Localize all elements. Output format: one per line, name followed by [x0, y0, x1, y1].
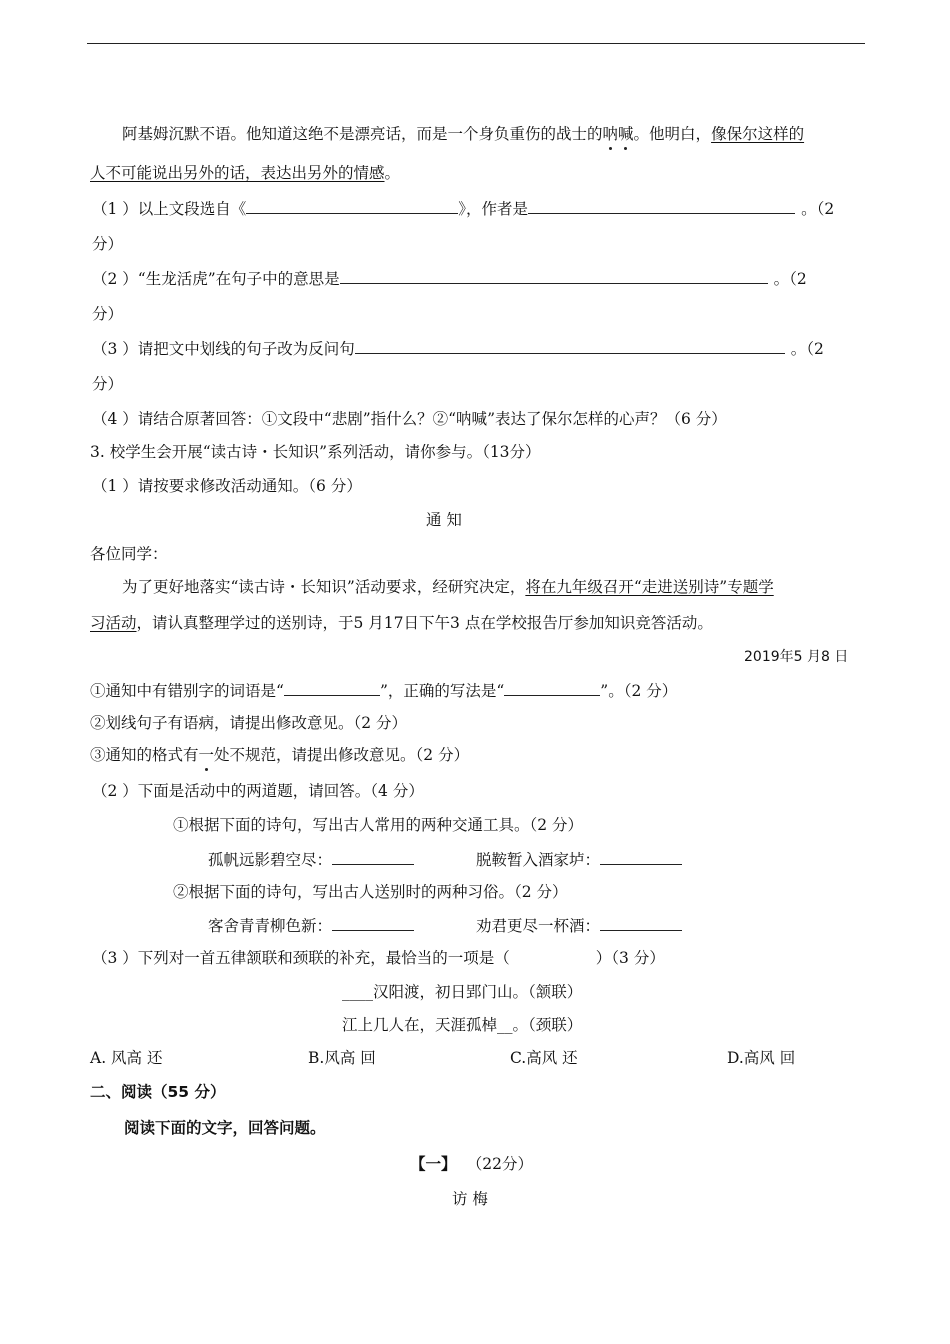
notice-title: 通 知 — [426, 511, 462, 529]
article-title: 访 梅 — [452, 1190, 488, 1208]
header-rule — [87, 43, 865, 44]
notice-greeting: 各位同学： — [90, 545, 168, 563]
poem-line-right: 劝君更尽一杯酒： — [476, 915, 682, 936]
question-3-1-c: ③通知的格式有一处不规范，请提出修改意见。（2 分） — [90, 746, 470, 764]
poem-line-left: 客舍青青柳色新： — [208, 915, 414, 936]
passage-line-1: 阿基姆沉默不语。他知道这绝不是漂亮话，而是一个身负重伤的战士的呐喊。他明白，像保尔这样的 — [122, 125, 805, 143]
underlined-sentence: 将在九年级召开“走进送别诗”专题学 — [525, 578, 774, 596]
part-label: 【一】 （22分） — [410, 1155, 533, 1173]
question-3-1-a: ①通知中有错别字的词语是“ ”，正确的写法是“ ”。（2 分） — [90, 682, 678, 700]
poem-line-right: 脱鞍暂入酒家垆： — [476, 849, 682, 870]
option-c[interactable]: C.高风 还 — [510, 1049, 578, 1067]
option-b[interactable]: B.风高 回 — [308, 1049, 376, 1067]
answer-blank[interactable] — [600, 915, 682, 931]
question-3-2: （2 ）下面是活动中的两道题，请回答。（4 分） — [92, 782, 424, 800]
option-a[interactable]: A. 风高 还 — [90, 1049, 163, 1067]
poem-line-left: 孤帆远影碧空尽： — [208, 849, 414, 870]
underlined-sentence: 人不可能说出另外的话，表达出另外的情感 — [90, 164, 385, 182]
question-3-2-b: ②根据下面的诗句，写出古人送别时的两种习俗。（2 分） — [173, 883, 568, 901]
answer-blank[interactable] — [504, 680, 600, 696]
answer-blank[interactable] — [355, 338, 785, 354]
passage-line-2: 人不可能说出另外的话，表达出另外的情感。 — [90, 164, 401, 182]
answer-blank[interactable] — [246, 198, 458, 214]
poem-couplet-1: ____汉阳渡，初日郢门山。（颔联） — [342, 983, 583, 1001]
emphasis-char: 喊 — [618, 125, 634, 143]
section-instruction: 阅读下面的文字，回答问题。 — [124, 1119, 326, 1137]
question-2-1: （1 ）以上文段选自《 》，作者是 。（2 — [92, 200, 835, 218]
underlined-sentence: 习活动 — [90, 614, 137, 632]
poem-couplet-2: 江上几人在，天涯孤棹__。（颈联） — [342, 1016, 583, 1034]
emphasis-char: 呐 — [602, 125, 619, 143]
emphasis-char: 一 — [198, 746, 215, 764]
question-2-2-score: 分） — [92, 305, 124, 323]
section-heading: 二、阅读（55 分） — [90, 1083, 226, 1101]
answer-blank[interactable] — [528, 198, 795, 214]
notice-body-line-2: 习活动，请认真整理学过的送别诗，于5 月17日下午3 点在学校报告厅参加知识竞答活动。 — [90, 614, 713, 632]
answer-blank[interactable] — [332, 915, 414, 931]
question-3-2-a: ①根据下面的诗句，写出古人常用的两种交通工具。（2 分） — [173, 816, 584, 834]
answer-blank[interactable] — [340, 268, 768, 284]
question-3-1: （1 ）请按要求修改活动通知。（6 分） — [92, 477, 362, 495]
question-3-3: （3 ）下列对一首五律颔联和颈联的补充，最恰当的一项是（ ）（3 分） — [92, 949, 665, 967]
answer-blank[interactable] — [332, 849, 414, 865]
notice-date: 2019年5 月8 日 — [744, 649, 849, 665]
question-3-1-b: ②划线句子有语病，请提出修改意见。（2 分） — [90, 714, 408, 732]
notice-body-line-1: 为了更好地落实“读古诗・长知识”活动要求，经研究决定，将在九年级召开“走进送别诗”专题学 — [122, 578, 774, 596]
answer-blank[interactable] — [284, 680, 380, 696]
question-3-title: 3. 校学生会开展“读古诗・长知识”系列活动，请你参与。（13分） — [90, 443, 541, 461]
question-2-3-score: 分） — [92, 375, 124, 393]
answer-blank[interactable] — [600, 849, 682, 865]
option-d[interactable]: D.高风 回 — [727, 1049, 796, 1067]
question-2-1-score: 分） — [92, 235, 124, 253]
question-2-2: （2 ）“生龙活虎”在句子中的意思是 。（2 — [92, 270, 807, 288]
question-2-3: （3 ）请把文中划线的句子改为反问句 。（2 — [92, 340, 824, 358]
question-2-4: （4 ）请结合原著回答：①文段中“悲剧”指什么？②“呐喊”表达了保尔怎样的心声？（6 分） — [92, 410, 727, 428]
underlined-sentence: 像保尔这样的 — [711, 125, 805, 143]
